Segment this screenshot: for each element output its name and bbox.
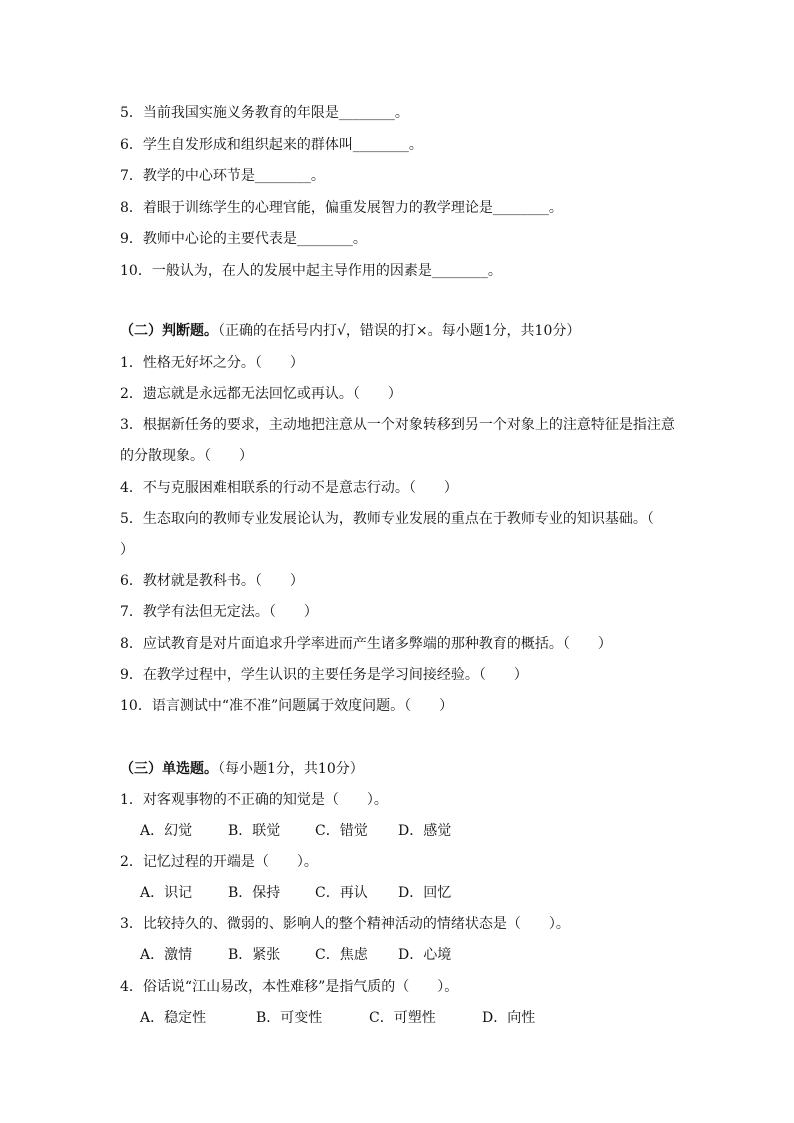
question-3-option-c: C．焦虑 xyxy=(315,947,368,963)
judgment-item-5-cont: ） xyxy=(120,542,134,558)
judgment-item-7: 7．教学有法但无定法。（ ） xyxy=(120,604,318,620)
question-1-option-d: D．感觉 xyxy=(398,823,452,839)
question-4-option-b: B．可变性 xyxy=(256,1010,323,1026)
judgment-item-3-cont: 的分散现象。（ ） xyxy=(120,448,253,464)
judgment-title-note: （正确的在括号内打√，错误的打×。每小题1分，共10分） xyxy=(218,323,581,339)
question-2-stem: 2．记忆过程的开端是（ ）。 xyxy=(120,854,318,870)
single-choice-title-bold: （三）单选题。 xyxy=(120,761,218,777)
question-3-option-a: A．激情 xyxy=(140,947,193,963)
question-1-option-c: C．错觉 xyxy=(315,823,368,839)
judgment-item-6: 6．教材就是教科书。（ ） xyxy=(120,573,304,589)
fill-blank-item-6: 6．学生自发形成和组织起来的群体叫________。 xyxy=(120,137,423,153)
question-3-stem: 3．比较持久的、微弱的、影响人的整个精神活动的情绪状态是（ ）。 xyxy=(120,916,570,932)
question-1-option-a: A．幻觉 xyxy=(140,823,193,839)
question-4-stem: 4．俗话说“江山易改，本性难移”是指气质的（ ）。 xyxy=(120,979,459,995)
question-1-option-b: B．联觉 xyxy=(228,823,281,839)
judgment-title-bold: （二）判断题。 xyxy=(120,323,218,339)
question-2-option-a: A．识记 xyxy=(140,885,193,901)
judgment-item-8: 8．应试教育是对片面追求升学率进而产生诸多弊端的那种教育的概括。（ ） xyxy=(120,636,612,652)
question-3-option-b: B．紧张 xyxy=(228,947,281,963)
single-choice-title-note: （每小题1分，共10分） xyxy=(218,761,364,777)
question-2-option-d: D．回忆 xyxy=(398,885,452,901)
question-3-option-d: D．心境 xyxy=(398,947,452,963)
single-choice-section-title xyxy=(120,760,364,778)
judgment-item-9: 9．在教学过程中，学生认识的主要任务是学习间接经验。（ ） xyxy=(120,667,528,683)
fill-blank-item-5: 5．当前我国实施义务教育的年限是________。 xyxy=(120,105,409,121)
judgment-item-10: 10．语言测试中“准不准”问题属于效度问题。（ ） xyxy=(120,698,454,714)
fill-blank-item-7: 7．教学的中心环节是________。 xyxy=(120,168,325,184)
question-2-option-b: B．保持 xyxy=(228,885,281,901)
fill-blank-item-10: 10．一般认为，在人的发展中起主导作用的因素是________。 xyxy=(120,263,502,279)
question-4-option-c: C．可塑性 xyxy=(369,1010,436,1026)
fill-blank-item-9: 9．教师中心论的主要代表是________。 xyxy=(120,231,367,247)
judgment-section-title xyxy=(120,322,580,340)
judgment-item-1: 1．性格无好坏之分。（ ） xyxy=(120,355,304,371)
question-4-option-d: D．向性 xyxy=(482,1010,536,1026)
question-4-option-a: A．稳定性 xyxy=(140,1010,207,1026)
question-1-stem: 1．对客观事物的不正确的知觉是（ ）。 xyxy=(120,792,388,808)
fill-blank-item-8: 8．着眼于训练学生的心理官能，偏重发展智力的教学理论是________。 xyxy=(120,200,563,216)
question-2-option-c: C．再认 xyxy=(315,885,368,901)
judgment-item-3: 3．根据新任务的要求，主动地把注意从一个对象转移到另一个对象上的注意特征是指注意 xyxy=(120,417,675,433)
judgment-item-5: 5．生态取向的教师专业发展论认为，教师专业发展的重点在于教师专业的知识基础。（ xyxy=(120,511,654,527)
judgment-item-4: 4．不与克服困难相联系的行动不是意志行动。（ ） xyxy=(120,480,458,496)
judgment-item-2: 2．遗忘就是永远都无法回忆或再认。（ ） xyxy=(120,386,402,402)
